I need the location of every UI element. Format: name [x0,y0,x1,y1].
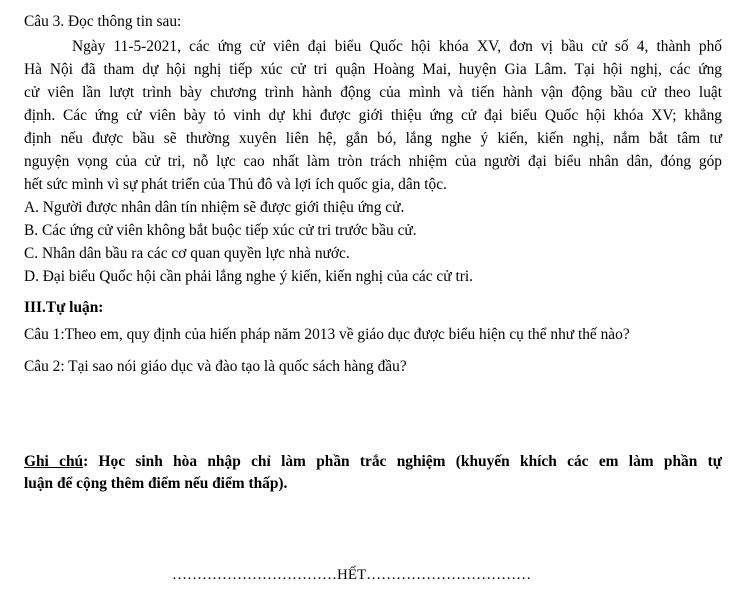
essay-question-1: Câu 1:Theo em, quy định của hiến pháp năm 2013 về giáo dục được biểu hiện cụ thể như thế nào? [24,326,630,343]
passage-line: định nếu được bầu sẽ thường xuyên liên hệ, gắn bó, lắng nghe ý kiến, kiến nghị, nắm bắt tâm tư [24,130,722,147]
note-label: Ghi chú [24,453,84,470]
option-d: D. Đại biểu Quốc hội cần phải lắng nghe ý kiến, kiến nghị của các cử tri. [24,268,473,285]
passage-line: nguyện vọng của cử tri, nỗ lực cao nhất làm tròn trách nhiệm của người đại biểu nhân dân, đóng góp [24,153,722,170]
section-heading: III.Tự luận: [24,299,104,316]
passage-line: Ngày 11-5-2021, các ứng cử viên đại biểu Quốc hội khóa XV, đơn vị bầu cử số 4, thành phố [72,38,722,55]
option-c: C. Nhân dân bầu ra các cơ quan quyền lực nhà nước. [24,245,350,262]
passage-line: hết sức mình vì sự phát triển của Thủ đô và lợi ích quốc gia, dân tộc. [24,176,447,193]
essay-question-2: Câu 2: Tại sao nói giáo dục và đào tạo là quốc sách hàng đầu? [24,358,407,375]
passage-line: Hà Nội đã tham dự hội nghị tiếp xúc cử tri quận Hoàng Mai, huyện Gia Lâm. Tại hội nghị, các ứng [24,61,722,78]
note-line-2: luận để cộng thêm điểm nếu điểm thấp). [24,475,288,492]
dots-left: …………………………… [172,567,337,583]
end-marker [172,565,531,585]
note-line-1 [24,452,722,472]
note-text: : Học sinh hòa nhập chỉ làm phần trắc nghiệm (khuyến khích các em làm phần tự [83,453,722,470]
passage-line: cử viên lần lượt trình bày chương trình hành động của mình và tiến hành vận động bầu cử theo luật [24,84,722,101]
end-label: HẾT [337,567,367,583]
passage-line: định. Các ứng cử viên bày tỏ vinh dự khi được giới thiệu ứng cử đại biểu Quốc hội khóa XV; khẳng [24,107,722,124]
question-3-title: Câu 3. Đọc thông tin sau: [24,13,182,30]
option-b: B. Các ứng cử viên không bắt buộc tiếp xúc cử tri trước bầu cử. [24,222,417,239]
option-a: A. Người được nhân dân tín nhiệm sẽ được giới thiệu ứng cử. [24,199,405,216]
dots-right: …………………………… [366,567,532,583]
